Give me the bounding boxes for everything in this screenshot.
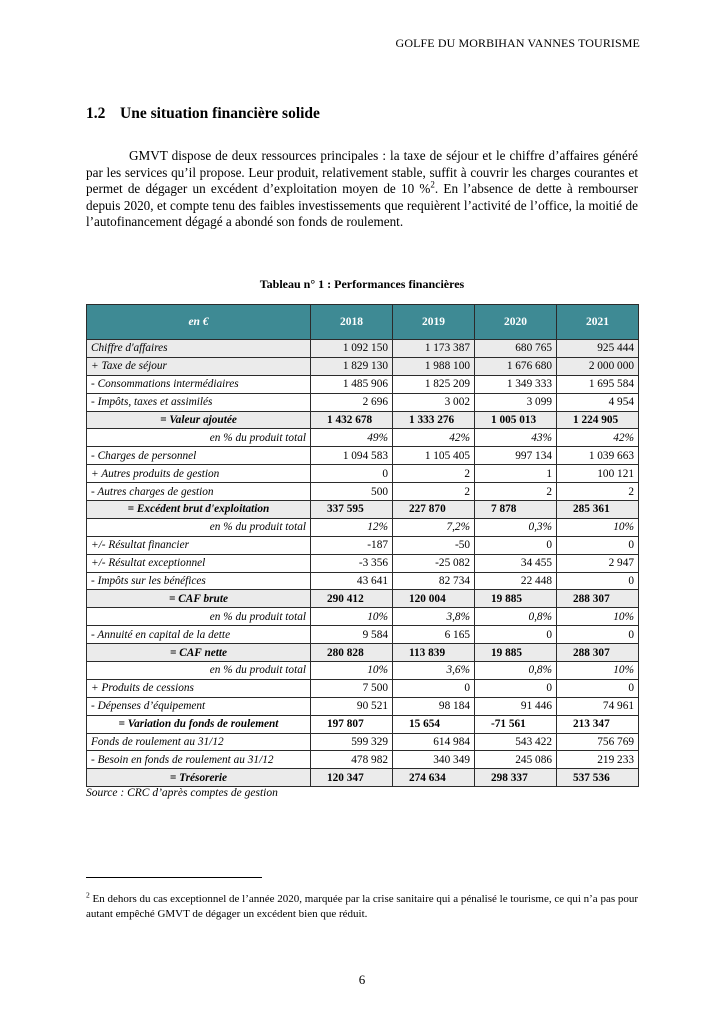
- row-value: 2: [475, 483, 557, 501]
- column-header-label: en €: [87, 305, 311, 340]
- row-label: + Autres produits de gestion: [87, 465, 311, 483]
- row-label: + Taxe de séjour: [87, 357, 311, 375]
- row-value: 4 954: [557, 393, 639, 411]
- row-label: - Charges de personnel: [87, 447, 311, 465]
- row-label: = Trésorerie: [87, 769, 311, 787]
- row-value: 288 307: [557, 644, 639, 662]
- row-value: 98 184: [393, 697, 475, 715]
- row-value: 3 099: [475, 393, 557, 411]
- row-value: 100 121: [557, 465, 639, 483]
- row-label: en % du produit total: [87, 518, 311, 536]
- body-paragraph: [86, 148, 638, 231]
- row-value: 7,2%: [393, 518, 475, 536]
- row-value: 213 347: [557, 715, 639, 733]
- row-label: en % du produit total: [87, 608, 311, 626]
- row-value: 756 769: [557, 733, 639, 751]
- table-source: Source : CRC d’après comptes de gestion: [86, 787, 278, 799]
- row-value: 0: [475, 679, 557, 697]
- row-value: 0,3%: [475, 518, 557, 536]
- row-value: 1 005 013: [475, 411, 557, 429]
- row-value: 1 039 663: [557, 447, 639, 465]
- row-value: -71 561: [475, 715, 557, 733]
- row-value: 82 734: [393, 572, 475, 590]
- row-value: 2: [393, 483, 475, 501]
- table-row: [87, 662, 639, 680]
- row-value: 274 634: [393, 769, 475, 787]
- table-row: [87, 644, 639, 662]
- row-label: - Consommations intermédiaires: [87, 375, 311, 393]
- column-header-2020: 2020: [475, 305, 557, 340]
- row-value: 10%: [311, 662, 393, 680]
- row-value: 0: [475, 626, 557, 644]
- row-value: 19 885: [475, 644, 557, 662]
- row-value: 0: [557, 572, 639, 590]
- row-value: 1 676 680: [475, 357, 557, 375]
- table-row: [87, 465, 639, 483]
- section-number: 1.2: [86, 105, 106, 122]
- section-title: Une situation financière solide: [120, 105, 320, 122]
- table-row: [87, 393, 639, 411]
- row-value: 91 446: [475, 697, 557, 715]
- row-value: 680 765: [475, 340, 557, 358]
- table-row: [87, 733, 639, 751]
- row-value: 298 337: [475, 769, 557, 787]
- row-value: 15 654: [393, 715, 475, 733]
- row-value: 1 485 906: [311, 375, 393, 393]
- table-row: [87, 536, 639, 554]
- row-value: 288 307: [557, 590, 639, 608]
- footnote-number: 2: [86, 890, 90, 900]
- row-value: 1 224 905: [557, 411, 639, 429]
- row-value: 1 695 584: [557, 375, 639, 393]
- row-value: 10%: [557, 662, 639, 680]
- row-value: 22 448: [475, 572, 557, 590]
- row-value: 2: [393, 465, 475, 483]
- row-value: 537 536: [557, 769, 639, 787]
- row-label: + Produits de cessions: [87, 679, 311, 697]
- row-value: 2 696: [311, 393, 393, 411]
- table-row: [87, 375, 639, 393]
- table-header-row: [87, 305, 639, 340]
- row-value: 34 455: [475, 554, 557, 572]
- row-value: 10%: [557, 518, 639, 536]
- row-label: = Variation du fonds de roulement: [87, 715, 311, 733]
- row-value: 543 422: [475, 733, 557, 751]
- row-label: = CAF brute: [87, 590, 311, 608]
- row-label: +/- Résultat financier: [87, 536, 311, 554]
- row-label: - Besoin en fonds de roulement au 31/12: [87, 751, 311, 769]
- row-value: 1 092 150: [311, 340, 393, 358]
- row-value: 227 870: [393, 501, 475, 519]
- row-value: 10%: [557, 608, 639, 626]
- row-label: - Dépenses d’équipement: [87, 697, 311, 715]
- table-row: [87, 715, 639, 733]
- table-row: [87, 518, 639, 536]
- row-value: 500: [311, 483, 393, 501]
- row-value: 113 839: [393, 644, 475, 662]
- row-value: 19 885: [475, 590, 557, 608]
- table-row: [87, 572, 639, 590]
- row-value: 42%: [557, 429, 639, 447]
- document-header: GOLFE DU MORBIHAN VANNES TOURISME: [395, 36, 640, 50]
- row-value: 285 361: [557, 501, 639, 519]
- row-value: 1 829 130: [311, 357, 393, 375]
- row-value: 0: [393, 679, 475, 697]
- table-title: Tableau n° 1 : Performances financières: [259, 277, 465, 291]
- row-value: 337 595: [311, 501, 393, 519]
- page-number: 6: [358, 972, 366, 987]
- table-row: [87, 501, 639, 519]
- table-row: [87, 769, 639, 787]
- row-label: Fonds de roulement au 31/12: [87, 733, 311, 751]
- row-value: 599 329: [311, 733, 393, 751]
- table-row: [87, 626, 639, 644]
- row-value: 1 094 583: [311, 447, 393, 465]
- row-value: 6 165: [393, 626, 475, 644]
- row-label: = Excédent brut d'exploitation: [87, 501, 311, 519]
- row-value: 3 002: [393, 393, 475, 411]
- row-value: 3,6%: [393, 662, 475, 680]
- row-value: 42%: [393, 429, 475, 447]
- row-label: Chiffre d'affaires: [87, 340, 311, 358]
- row-value: 2 947: [557, 554, 639, 572]
- row-value: 280 828: [311, 644, 393, 662]
- row-value: 0: [557, 679, 639, 697]
- row-value: 49%: [311, 429, 393, 447]
- footnote-text: En dehors du cas exceptionnel de l’année 2020, marquée par la crise sanitaire qui a pénalisé le tourisme, ce qui n’a pas pour autant empêché GMVT de dégager un excédent bien que réduit.: [86, 893, 639, 920]
- row-value: -25 082: [393, 554, 475, 572]
- row-value: 0: [557, 626, 639, 644]
- row-value: 120 347: [311, 769, 393, 787]
- column-header-2021: 2021: [557, 305, 639, 340]
- footnote-separator: [86, 877, 262, 878]
- row-value: 1 988 100: [393, 357, 475, 375]
- table-row: [87, 590, 639, 608]
- row-value: 0: [475, 536, 557, 554]
- row-value: 3,8%: [393, 608, 475, 626]
- table-row: [87, 554, 639, 572]
- table-row: [87, 697, 639, 715]
- row-value: 1 825 209: [393, 375, 475, 393]
- row-value: 9 584: [311, 626, 393, 644]
- column-header-2019: 2019: [393, 305, 475, 340]
- table-row: [87, 751, 639, 769]
- row-value: 2 000 000: [557, 357, 639, 375]
- table-row: [87, 447, 639, 465]
- table-row: [87, 483, 639, 501]
- row-value: 43%: [475, 429, 557, 447]
- row-value: 478 982: [311, 751, 393, 769]
- row-label: +/- Résultat exceptionnel: [87, 554, 311, 572]
- row-value: 0: [557, 536, 639, 554]
- row-value: 7 500: [311, 679, 393, 697]
- row-value: 1 333 276: [393, 411, 475, 429]
- row-value: 614 984: [393, 733, 475, 751]
- row-value: 1 105 405: [393, 447, 475, 465]
- paragraph-text: GMVT dispose de deux ressources principales : la taxe de séjour et le chiffre d’affaires généré par les services qu’il propose. Leur produit, relativement stable, suffit à couvrir les charges courantes et permet de dégager un excédent d’exploitation moyen de 10 %: [86, 148, 638, 197]
- row-value: 245 086: [475, 751, 557, 769]
- row-value: 0,8%: [475, 608, 557, 626]
- row-value: 2: [557, 483, 639, 501]
- row-label: - Autres charges de gestion: [87, 483, 311, 501]
- row-value: 219 233: [557, 751, 639, 769]
- row-label: = Valeur ajoutée: [87, 411, 311, 429]
- row-value: 0: [311, 465, 393, 483]
- row-value: 74 961: [557, 697, 639, 715]
- row-value: 1 349 333: [475, 375, 557, 393]
- row-value: 1 173 387: [393, 340, 475, 358]
- row-value: 120 004: [393, 590, 475, 608]
- footnote: [86, 892, 638, 922]
- row-label: = CAF nette: [87, 644, 311, 662]
- financial-table: [86, 304, 639, 787]
- row-value: -3 356: [311, 554, 393, 572]
- row-label: - Impôts sur les bénéfices: [87, 572, 311, 590]
- table-row: [87, 340, 639, 358]
- table-row: [87, 411, 639, 429]
- row-value: 997 134: [475, 447, 557, 465]
- footnote-ref[interactable]: 2: [430, 179, 435, 190]
- table-row: [87, 608, 639, 626]
- table-row: [87, 679, 639, 697]
- row-label: - Annuité en capital de la dette: [87, 626, 311, 644]
- row-value: 290 412: [311, 590, 393, 608]
- row-label: - Impôts, taxes et assimilés: [87, 393, 311, 411]
- row-value: 1: [475, 465, 557, 483]
- row-value: 7 878: [475, 501, 557, 519]
- table-row: [87, 429, 639, 447]
- row-value: 43 641: [311, 572, 393, 590]
- row-value: -50: [393, 536, 475, 554]
- row-value: 12%: [311, 518, 393, 536]
- row-value: 925 444: [557, 340, 639, 358]
- row-value: 340 349: [393, 751, 475, 769]
- row-label: en % du produit total: [87, 429, 311, 447]
- row-value: 1 432 678: [311, 411, 393, 429]
- row-value: -187: [311, 536, 393, 554]
- row-value: 0,8%: [475, 662, 557, 680]
- row-value: 10%: [311, 608, 393, 626]
- section-heading: [86, 105, 320, 123]
- row-value: 90 521: [311, 697, 393, 715]
- row-value: 197 807: [311, 715, 393, 733]
- paragraph-text-after: . En l’absence de dette à rembourser depuis 2020, et compte tenu des faibles investissements que requièrent l’activité de l’office, la moitié de l’autofinancement dégagé a abondé son fonds de roulement.: [86, 181, 638, 230]
- table-row: [87, 357, 639, 375]
- row-label: en % du produit total: [87, 662, 311, 680]
- column-header-2018: 2018: [311, 305, 393, 340]
